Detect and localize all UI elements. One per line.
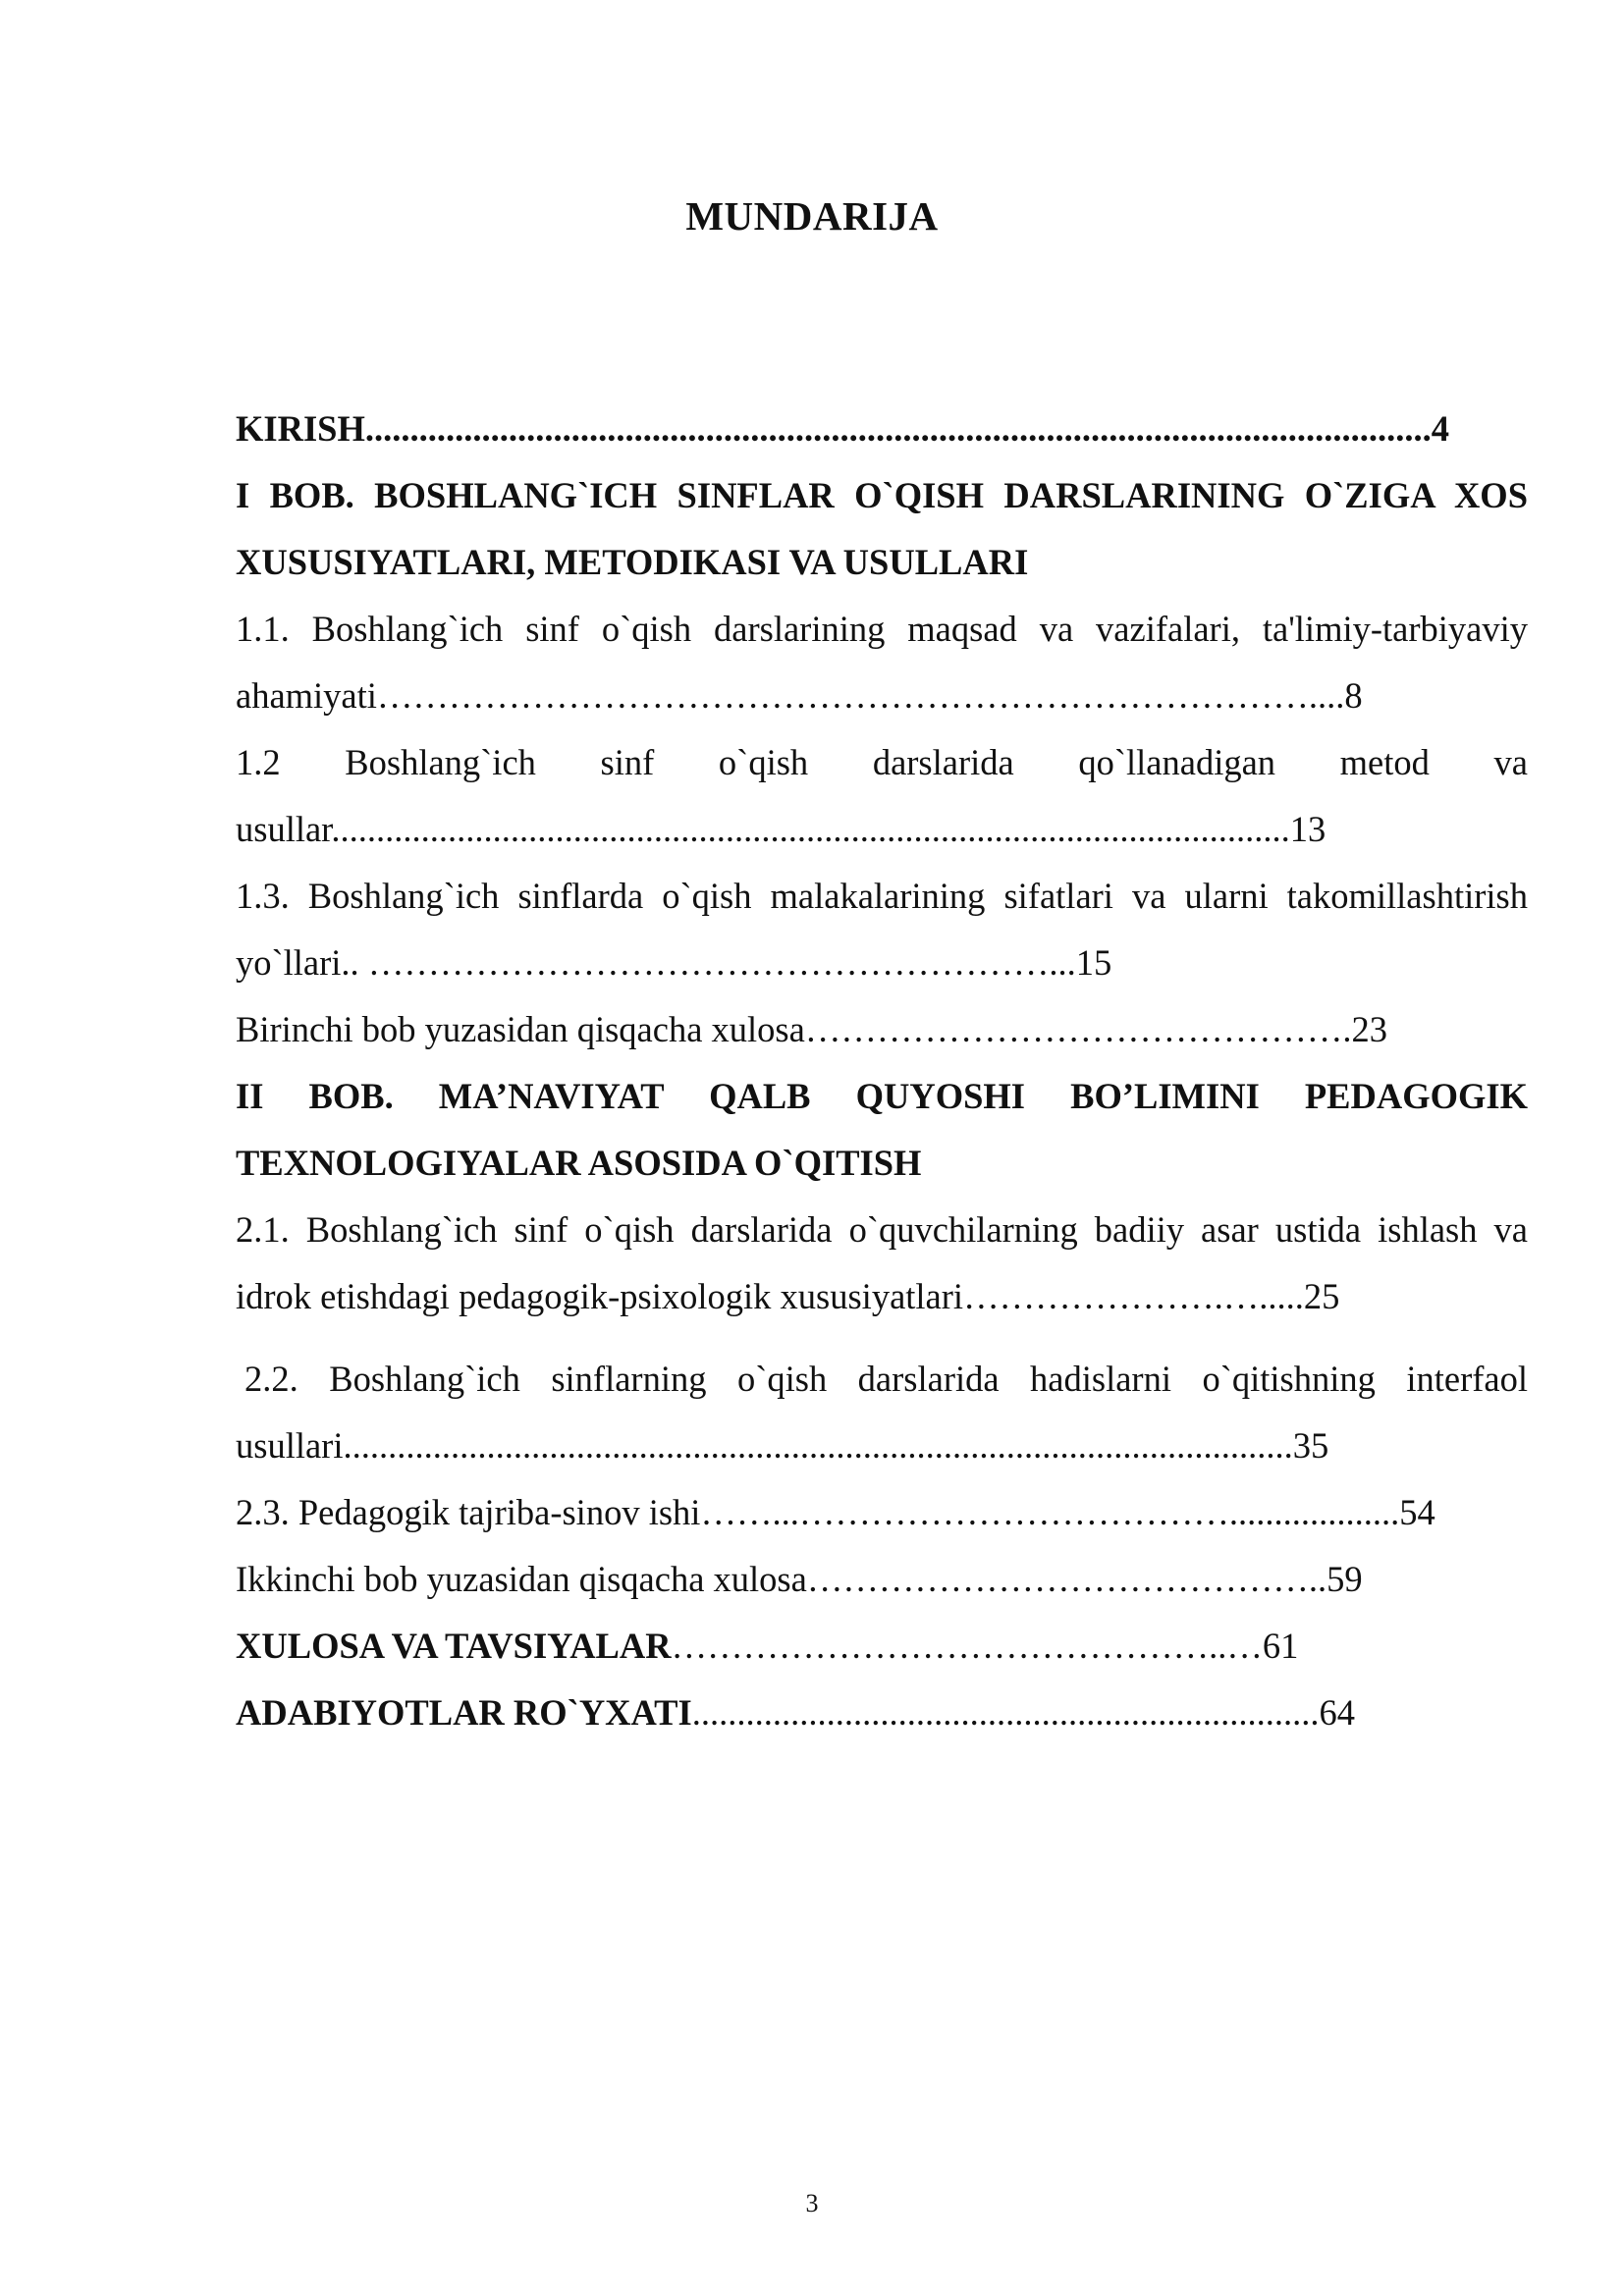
toc-entry-xulosa-va-tavsiyalar bbox=[236, 1613, 1528, 1680]
toc-entry-heading: I BOB. BOSHLANG`ICH SINFLAR O`QISH DARSLARINING O`ZIGA XOS XUSUSIYATLARI, METODIKASI VA USULLARI bbox=[236, 475, 1528, 582]
toc-entry-section-1-3 bbox=[236, 863, 1528, 996]
toc-entry-text: 2.3. Pedagogik tajriba-sinov ishi bbox=[236, 1492, 701, 1532]
toc-entry-section-2-1 bbox=[236, 1197, 1528, 1330]
toc-entry-leader: ......................................................................64 bbox=[691, 1692, 1355, 1733]
toc-entry-heading: KIRISH bbox=[236, 408, 365, 449]
toc-entry-kirish bbox=[236, 396, 1528, 462]
toc-entry-leader: ……………………………………………………………………....8 bbox=[376, 675, 1363, 716]
toc-entry-xulosa-1 bbox=[236, 996, 1528, 1063]
table-of-contents bbox=[236, 396, 1528, 1746]
toc-entry-leader: ……………………………………….23 bbox=[804, 1009, 1387, 1049]
toc-entry-text: 1.1. Boshlang`ich sinf o`qish darslarining maqsad va vazifalari, ta'limiy-tarbiyaviy ahamiyati bbox=[236, 609, 1528, 716]
toc-entry-heading: XULOSA VA TAVSIYALAR bbox=[236, 1626, 672, 1666]
toc-entry-leader: ………………….….....25 bbox=[963, 1276, 1340, 1316]
toc-entry-section-2-2 bbox=[236, 1346, 1528, 1479]
toc-entry-heading: ADABIYOTLAR RO`YXATI bbox=[236, 1692, 692, 1733]
toc-entry-text: Birinchi bob yuzasidan qisqacha xulosa bbox=[236, 1009, 805, 1049]
toc-entry-bob-1 bbox=[236, 462, 1528, 596]
toc-entry-text: 2.2. Boshlang`ich sinflarning o`qish darslarida hadislarni o`qitishning interfaol usullari bbox=[236, 1359, 1528, 1466]
toc-entry-leader: ……………………………………..59 bbox=[806, 1559, 1363, 1599]
toc-entry-section-1-2 bbox=[236, 729, 1528, 863]
toc-entry-leader: ………………………………………..…61 bbox=[671, 1626, 1299, 1666]
toc-entry-section-1-1 bbox=[236, 596, 1528, 729]
toc-entry-bob-2 bbox=[236, 1063, 1528, 1197]
toc-entry-text: 1.3. Boshlang`ich sinflarda o`qish malakalarining sifatlari va ularni takomillashtirish yo`llari.. bbox=[236, 876, 1528, 983]
toc-entry-text: Ikkinchi bob yuzasidan qisqacha xulosa bbox=[236, 1559, 807, 1599]
toc-entry-heading: II BOB. MA’NAVIYAT QALB QUYOSHI BO’LIMINI PEDAGOGIK TEXNOLOGIYALAR ASOSIDA O`QITISH bbox=[236, 1076, 1528, 1183]
toc-entry-leader: ...........................................................................................................13 bbox=[331, 809, 1326, 849]
toc-entry-leader: …………………………………………………...15 bbox=[367, 942, 1112, 983]
toc-entry-leader: ……...………………………………...................54 bbox=[700, 1492, 1435, 1532]
toc-entry-text: 1.2 Boshlang`ich sinf o`qish darslarida qo`llanadigan metod va usullar bbox=[236, 742, 1528, 849]
page-title: MUNDARIJA bbox=[685, 193, 939, 239]
toc-entry-adabiyotlar bbox=[236, 1680, 1528, 1746]
toc-entry-section-2-3 bbox=[236, 1479, 1528, 1546]
toc-entry-text: 2.1. Boshlang`ich sinf o`qish darslarida o`quvchilarning badiiy asar ustida ishlash va idrok etishdagi pedagogik-psixologik xususiyatlari bbox=[236, 1209, 1528, 1316]
page-number: 3 bbox=[805, 2189, 819, 2217]
toc-entry-leader: ..........................................................................................................35 bbox=[343, 1425, 1329, 1466]
toc-entry-leader: .......................................................................................................................4 bbox=[364, 408, 1449, 449]
toc-entry-xulosa-2 bbox=[236, 1546, 1528, 1613]
